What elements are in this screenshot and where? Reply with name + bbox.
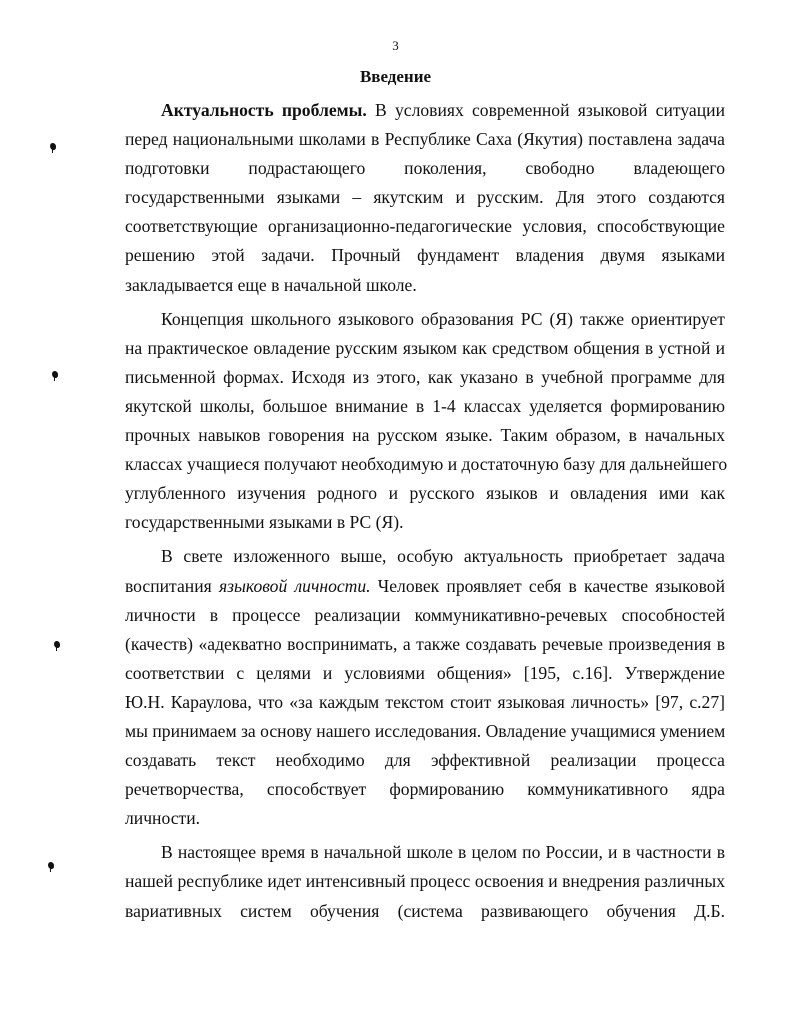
text-line: В свете изложенного выше, особую актуальность приобретает задача (161, 546, 725, 567)
text-line: решению этой задачи. Прочный фундамент владения двумя языками (125, 245, 725, 266)
text-line: перед национальными школами в Республике Саха (Якутия) поставлена задача (125, 129, 725, 150)
page-number: 3 (392, 38, 399, 53)
margin-mark (52, 371, 58, 378)
text-line: Концепция школьного языкового образования РС (Я) также ориентирует (161, 308, 725, 329)
text-line: классах учащиеся получают необходимую и достаточную базу для дальнейшего (125, 454, 728, 475)
paragraph (125, 305, 728, 538)
text-line: В настоящее время в начальной школе в целом по России, и в частности в (161, 842, 725, 863)
italic-term: языковой личности. (218, 575, 371, 596)
text-line: прочных навыков говорения на русском языке. Таким образом, в начальных (125, 425, 725, 446)
text-line: речетворчества, способствует формированию коммуникативного ядра (125, 779, 725, 800)
text-line: вариативных систем обучения (система развивающего обучения Д.Б. (125, 900, 725, 921)
bold-lead: Актуальность проблемы. (161, 100, 367, 120)
margin-mark (50, 143, 56, 150)
margin-mark (48, 862, 54, 869)
section-heading: Введение (359, 67, 432, 86)
paragraph (125, 542, 725, 833)
text-line: личности. (125, 808, 201, 829)
text-line: углубленного изучения родного и русского языков и овладения ими как (125, 483, 725, 504)
text-line: создавать текст необходимо для эффективной реализации процесса (125, 750, 725, 771)
text-line: личности в процессе реализации коммуникативно-речевых способностей (125, 604, 725, 625)
margin-mark (54, 641, 60, 648)
text-line: мы принимаем за основу нашего исследования. Овладение учащимися умением (125, 720, 726, 741)
text-line: государственными языками в РС (Я). (125, 512, 404, 533)
text-line: Актуальность проблемы. В условиях современной языковой ситуации (161, 100, 725, 120)
text-line: подготовки подрастающего поколения, свободно владеющего (125, 158, 725, 179)
text-line: (качеств) «адекватно воспринимать, а также создавать речевые произведения в (125, 633, 725, 654)
text-line: государственными языками – якутским и русским. Для этого создаются (125, 187, 725, 208)
text-line: на практическое овладение русским языком как средством общения в устной и (125, 337, 725, 358)
text-line: якутской школы, большое внимание в 1-4 классах уделяется формированию (125, 395, 725, 416)
text-line: Ю.Н. Караулова, что «за каждым текстом стоит языковая личность» [97, с.27] (125, 691, 725, 712)
text-line: соответствии с целями и условиями общения» [195, с.16]. Утверждение (125, 662, 725, 683)
paragraph (125, 96, 725, 300)
text-line: воспитания языковой личности. Человек проявляет себя в качестве языковой (125, 575, 725, 596)
document-body (125, 96, 728, 926)
text-line: закладывается еще в начальной школе. (125, 274, 417, 295)
paragraph (125, 838, 725, 925)
text-line: соответствующие организационно-педагогические условия, способствующие (125, 216, 725, 237)
text-line: нашей республике идет интенсивный процесс освоения и внедрения различных (125, 871, 725, 892)
text-line: письменной формах. Исходя из этого, как указано в учебной программе для (125, 366, 725, 387)
